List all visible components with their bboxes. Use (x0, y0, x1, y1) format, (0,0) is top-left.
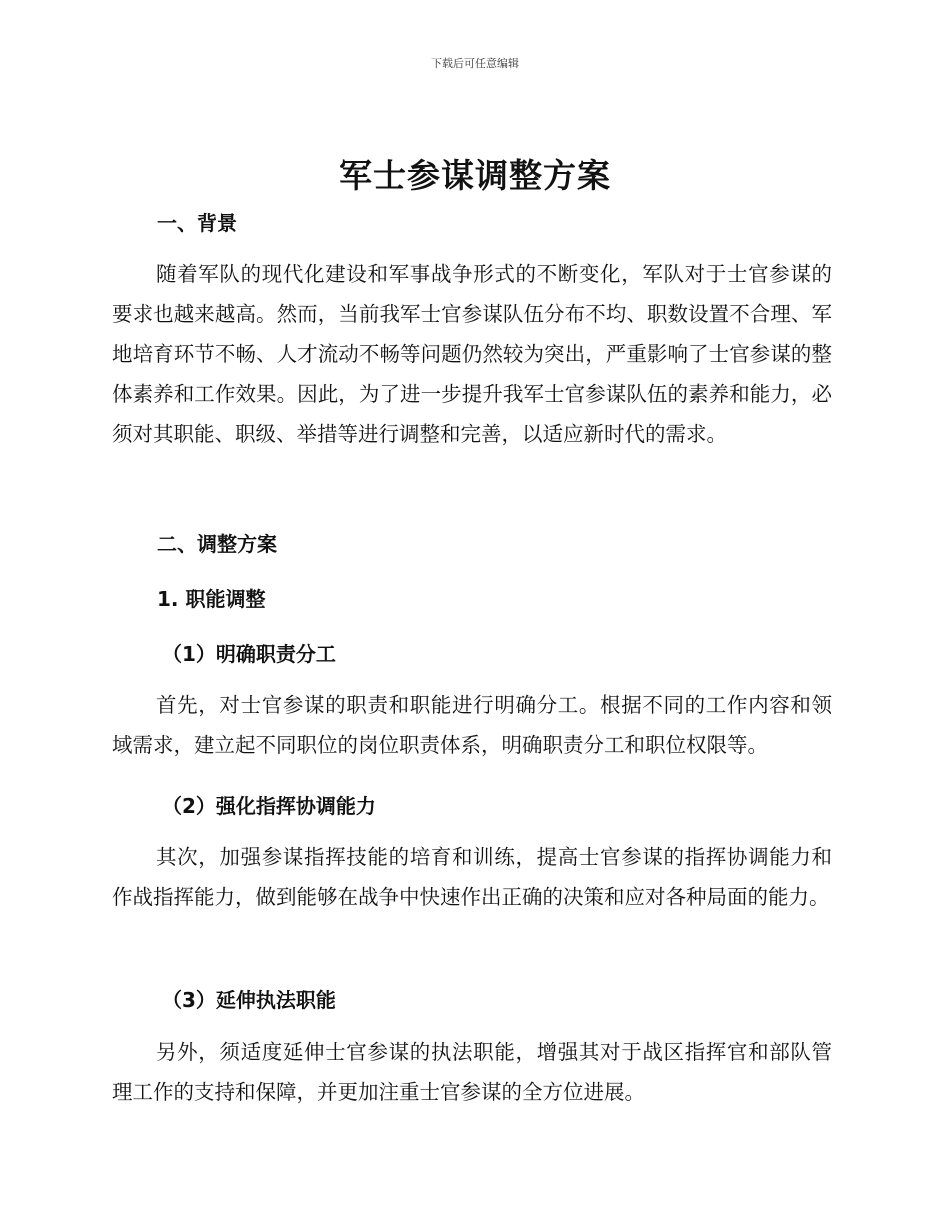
section-heading-background: 一、背景 (157, 211, 237, 235)
item-paragraph-2: 其次，加强参谋指挥技能的培育和训练，提高士官参谋的指挥协调能力和作战指挥能力，做到能够在战争中快速作出正确的决策和应对各种局面的能力。 (112, 845, 832, 909)
item-paragraph-1: 首先，对士官参谋的职责和职能进行明确分工。根据不同的工作内容和领域需求，建立起不同职位的岗位职责体系，明确职责分工和职位权限等。 (112, 693, 832, 757)
item-heading-1: （1）明确职责分工 (162, 642, 336, 666)
item-paragraph-3: 另外，须适度延伸士官参谋的执法职能，增强其对于战区指挥官和部队管理工作的支持和保障，并更加注重士官参谋的全方位进展。 (112, 1040, 832, 1104)
section-heading-plan: 二、调整方案 (157, 532, 277, 556)
item-heading-3: （3）延伸执法职能 (162, 988, 336, 1012)
background-paragraph: 随着军队的现代化建设和军事战争形式的不断变化，军队对于士官参谋的要求也越来越高。然而，当前我军士官参谋队伍分布不均、职数设置不合理、军地培育环节不畅、人才流动不畅等问题仍然较为突出，严重影响了士官参谋的整体素养和工作效果。因此，为了进一步提升我军士官参谋队伍的素养和能力，必须对其职能、职级、举措等进行调整和完善，以适应新时代的需求。 (112, 262, 832, 446)
item-heading-2: （2）强化指挥协调能力 (162, 794, 376, 818)
subsection-heading-function: 1. 职能调整 (157, 587, 266, 611)
page-header-note: 下载后可任意编辑 (431, 57, 519, 70)
document-title: 军士参谋调整方案 (339, 156, 611, 195)
